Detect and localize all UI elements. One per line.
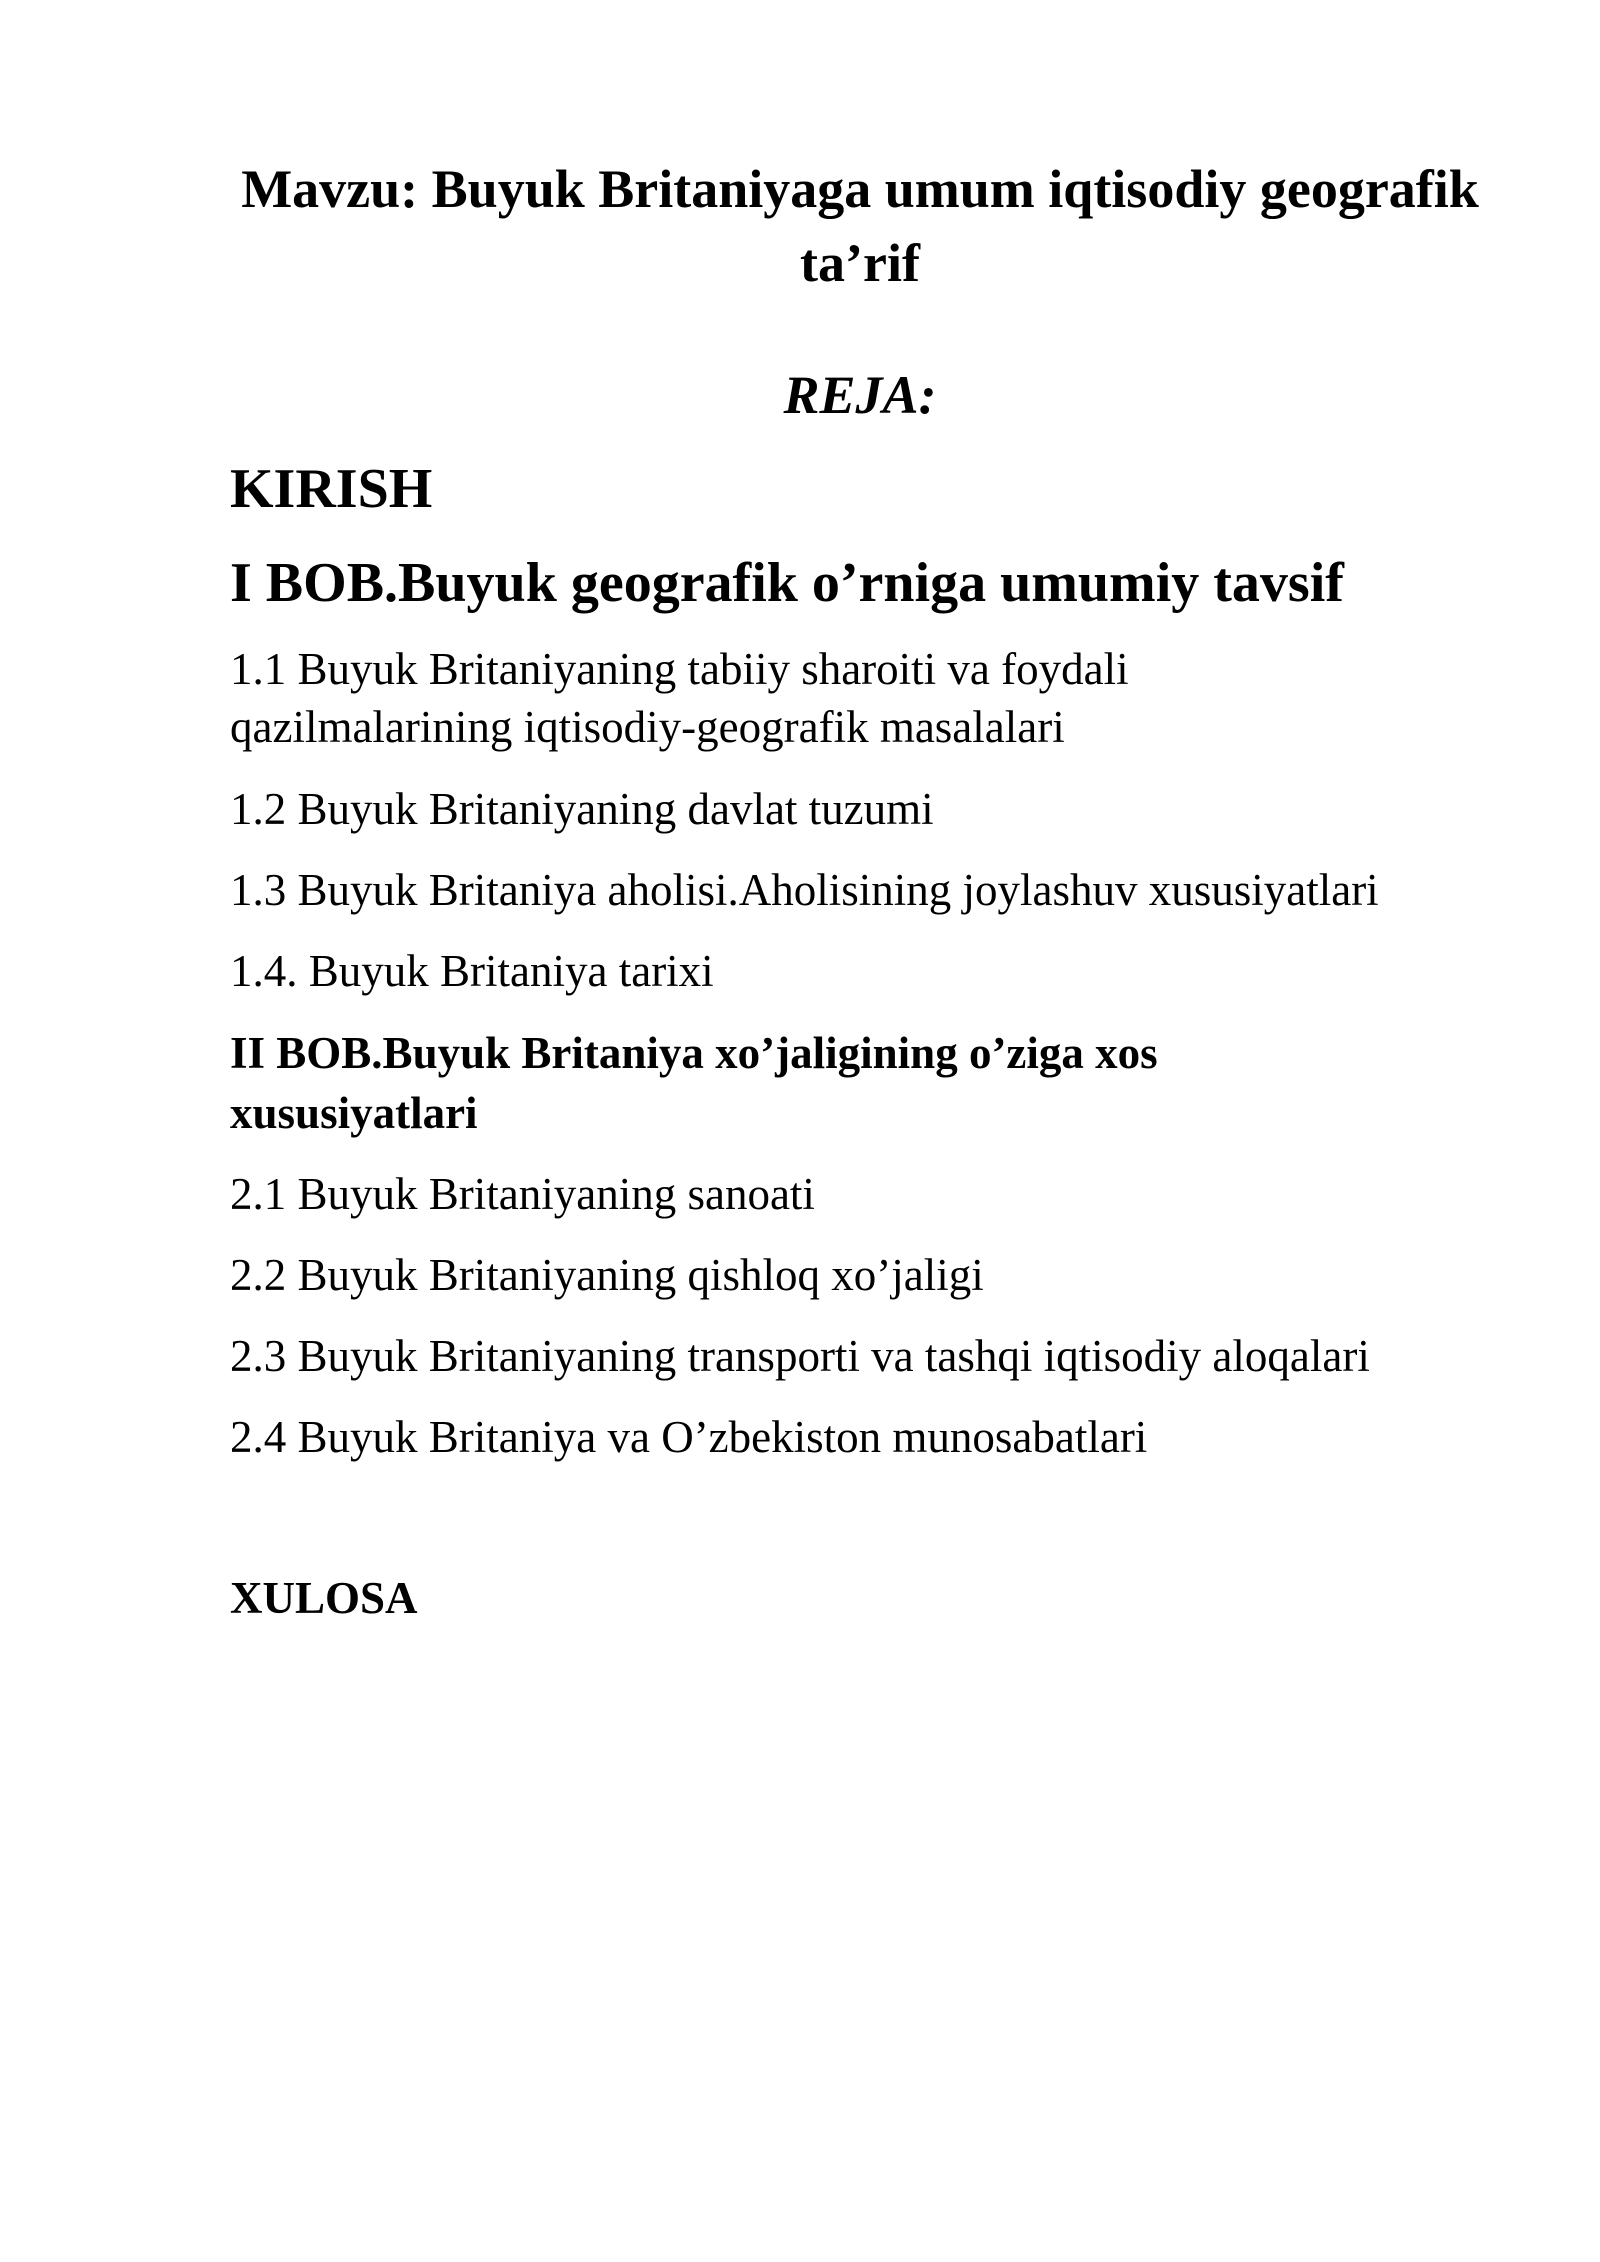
section-kirish: KIRISH [230, 458, 433, 520]
chapter1-heading: I BOB.Buyuk geografik o’rniga umumiy tavsif [230, 552, 1344, 614]
toc-item-1-2: 1.2 Buyuk Britaniyaning davlat tuzumi [230, 784, 934, 834]
section-xulosa: XULOSA [230, 1573, 418, 1623]
toc-item-1-1: 1.1 Buyuk Britaniyaning tabiiy sharoiti va foydali qazilmalarining iqtisodiy-geografik masalalari [230, 644, 1129, 752]
toc-item-2-2: 2.2 Buyuk Britaniyaning qishloq xo’jaligi [230, 1250, 984, 1300]
toc-item-1-3: 1.3 Buyuk Britaniya aholisi.Aholisining joylashuv xususiyatlari [230, 865, 1379, 915]
document-title: Mavzu: Buyuk Britaniyaga umum iqtisodiy geografik ta’rif [241, 159, 1479, 293]
plan-heading: REJA: [783, 365, 937, 425]
toc-item-2-4: 2.4 Buyuk Britaniya va O’zbekiston munosabatlari [230, 1412, 1148, 1462]
toc-item-1-4: 1.4. Buyuk Britaniya tarixi [230, 946, 714, 996]
toc-item-2-3: 2.3 Buyuk Britaniyaning transporti va tashqi iqtisodiy aloqalari [230, 1331, 1370, 1381]
toc-item-2-1: 2.1 Buyuk Britaniyaning sanoati [230, 1169, 815, 1219]
chapter2-heading: II BOB.Buyuk Britaniya xo’jaligining o’ziga xos xususiyatlari [230, 1028, 1158, 1138]
